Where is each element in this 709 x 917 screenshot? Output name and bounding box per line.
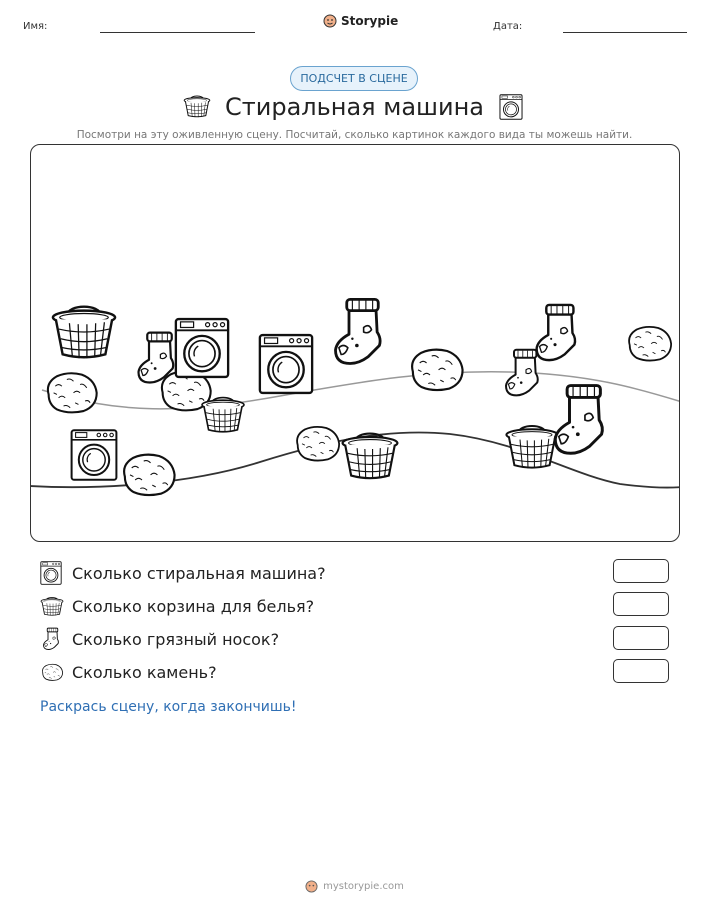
washing-machine-icon: [40, 561, 62, 585]
stone-icon: [40, 662, 64, 682]
washer-1: [176, 319, 228, 377]
answer-box-dirty-sock[interactable]: [613, 626, 669, 650]
sock-4: [537, 305, 575, 360]
date-line[interactable]: [563, 32, 687, 33]
question-text: Сколько грязный носок?: [72, 629, 280, 649]
stone-5: [124, 455, 174, 495]
question-text: Сколько корзина для белья?: [72, 596, 315, 616]
activity-badge: ПОДСЧЕТ В СЦЕНЕ: [290, 66, 418, 91]
footer-url[interactable]: mystorypie.com: [323, 881, 404, 892]
sock-2: [336, 299, 381, 363]
dirty-sock-icon: [40, 627, 62, 651]
stone-1: [48, 373, 97, 412]
basket-1: [53, 307, 115, 358]
stone-6: [297, 427, 339, 461]
title-washing-machine-icon: [499, 94, 523, 120]
name-line[interactable]: [100, 32, 255, 33]
washer-3: [72, 430, 117, 480]
question-text: Сколько камень?: [72, 662, 217, 682]
question-laundry-basket: [40, 593, 314, 619]
storypie-logo-icon: [323, 14, 337, 28]
scene-drawing: [30, 144, 680, 542]
basket-2: [202, 398, 244, 433]
washer-2: [260, 335, 312, 393]
instructions: Посмотри на эту оживленную сцену. Посчитай, сколько картинок каждого вида ты можешь найти.: [76, 129, 633, 141]
basket-3: [343, 434, 398, 479]
name-label: Имя:: [23, 21, 48, 32]
question-text: Сколько стиральная машина?: [72, 563, 326, 583]
brand-logo: [323, 14, 398, 28]
brand-name: Storypie: [341, 14, 399, 28]
date-label: Дата:: [493, 21, 523, 32]
laundry-basket-icon: [40, 595, 64, 617]
answer-box-washing-machine[interactable]: [613, 559, 669, 583]
basket-4: [506, 426, 557, 468]
counting-scene: [30, 144, 680, 542]
question-dirty-sock: [40, 626, 279, 652]
stone-4: [629, 327, 671, 361]
question-stone: [40, 659, 217, 685]
storypie-footer-logo-icon: [305, 880, 318, 893]
page-title: Стиральная машина: [225, 93, 484, 121]
answer-box-laundry-basket[interactable]: [613, 592, 669, 616]
question-washing-machine: [40, 560, 326, 586]
footer: [0, 880, 709, 893]
sock-5: [555, 386, 602, 454]
stone-3: [412, 350, 462, 390]
answer-box-stone[interactable]: [613, 659, 669, 683]
coloring-hint: Раскрась сцену, когда закончишь!: [40, 699, 297, 715]
